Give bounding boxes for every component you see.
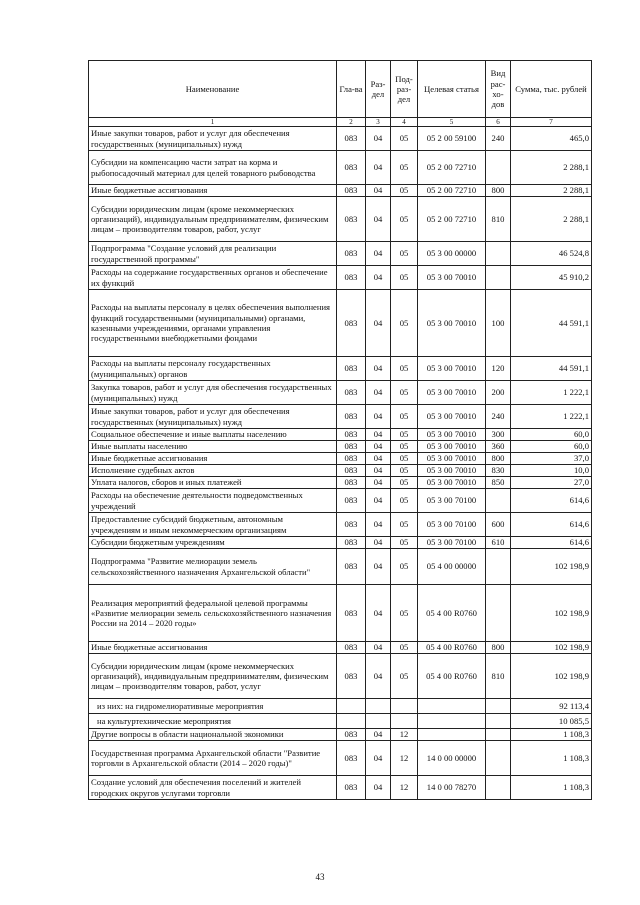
row-name: Иные выплаты населению — [89, 441, 337, 453]
row-subsection: 05 — [391, 381, 418, 405]
row-chapter: 083 — [337, 654, 366, 699]
row-section: 04 — [366, 729, 391, 741]
row-name: Субсидии на компенсацию части затрат на корма и рыбопосадочный материал для целей товарного рыбоводства — [89, 151, 337, 185]
row-expense-type: 200 — [486, 381, 511, 405]
row-amount: 2 288,1 — [511, 185, 592, 197]
row-amount: 27,0 — [511, 477, 592, 489]
row-name: Создание условий для обеспечения поселений и жителей городских округов услугами торговли — [89, 776, 337, 800]
row-chapter: 083 — [337, 127, 366, 151]
row-section: 04 — [366, 489, 391, 513]
row-section: 04 — [366, 537, 391, 549]
row-chapter: 083 — [337, 441, 366, 453]
row-subsection: 05 — [391, 441, 418, 453]
budget-table — [88, 60, 592, 800]
table-row — [89, 776, 592, 800]
row-chapter: 083 — [337, 357, 366, 381]
row-name: Субсидии юридическим лицам (кроме некоммерческих организаций), индивидуальным предпринимателям, физическим лицам – производителям товаров, работ, услуг — [89, 197, 337, 242]
row-subsection: 05 — [391, 405, 418, 429]
row-subsection: 05 — [391, 585, 418, 642]
header-amount: Сумма, тыс. рублей — [511, 61, 592, 118]
table-row — [89, 429, 592, 441]
row-section: 04 — [366, 441, 391, 453]
row-name: Расходы на выплаты персоналу в целях обеспечения выполнения функций государственными (муниципальными) органами, казенными учреждениями, органами управления государственными внебюджетными фондами — [89, 290, 337, 357]
row-subsection: 05 — [391, 290, 418, 357]
row-name: Исполнение судебных актов — [89, 465, 337, 477]
row-amount: 2 288,1 — [511, 151, 592, 185]
row-name: Реализация мероприятий федеральной целевой программы «Развитие мелиорации земель сельскохозяйственного назначения России на 2014 – 2020 годы» — [89, 585, 337, 642]
column-number: 1 — [89, 118, 337, 127]
row-subsection: 05 — [391, 477, 418, 489]
table-row — [89, 405, 592, 429]
row-section: 04 — [366, 405, 391, 429]
row-amount: 37,0 — [511, 453, 592, 465]
row-amount: 1 222,1 — [511, 381, 592, 405]
table-header-row — [89, 61, 592, 118]
row-amount: 46 524,8 — [511, 242, 592, 266]
row-amount: 44 591,1 — [511, 290, 592, 357]
column-number: 6 — [486, 118, 511, 127]
row-subsection: 05 — [391, 537, 418, 549]
row-chapter: 083 — [337, 729, 366, 741]
row-amount: 2 288,1 — [511, 197, 592, 242]
row-section: 04 — [366, 266, 391, 290]
row-target-item: 05 2 00 72710 — [418, 151, 486, 185]
column-number: 3 — [366, 118, 391, 127]
row-section: 04 — [366, 513, 391, 537]
row-chapter: 083 — [337, 513, 366, 537]
row-target-item: 05 3 00 70010 — [418, 381, 486, 405]
row-chapter: 083 — [337, 381, 366, 405]
row-name: Субсидии бюджетным учреждениям — [89, 537, 337, 549]
table-row — [89, 477, 592, 489]
row-chapter: 083 — [337, 429, 366, 441]
row-chapter — [337, 714, 366, 729]
table-row — [89, 242, 592, 266]
row-target-item: 05 3 00 70100 — [418, 513, 486, 537]
row-chapter: 083 — [337, 642, 366, 654]
row-target-item: 05 3 00 70010 — [418, 429, 486, 441]
row-subsection: 05 — [391, 242, 418, 266]
row-expense-type: 850 — [486, 477, 511, 489]
row-expense-type: 240 — [486, 127, 511, 151]
budget-table-container — [88, 60, 591, 800]
row-name: Иные бюджетные ассигнования — [89, 185, 337, 197]
row-name: Расходы на обеспечение деятельности подведомственных учреждений — [89, 489, 337, 513]
row-name: Уплата налогов, сборов и иных платежей — [89, 477, 337, 489]
column-number: 7 — [511, 118, 592, 127]
row-chapter: 083 — [337, 549, 366, 585]
row-target-item: 05 4 00 R0760 — [418, 654, 486, 699]
table-row — [89, 185, 592, 197]
row-amount: 102 198,9 — [511, 642, 592, 654]
column-number-row — [89, 118, 592, 127]
row-section: 04 — [366, 477, 391, 489]
header-chapter: Гла-ва — [337, 61, 366, 118]
row-target-item: 05 4 00 00000 — [418, 549, 486, 585]
row-name: Расходы на содержание государственных органов и обеспечение их функций — [89, 266, 337, 290]
row-expense-type — [486, 549, 511, 585]
row-amount: 45 910,2 — [511, 266, 592, 290]
row-amount: 465,0 — [511, 127, 592, 151]
header-section: Раз-дел — [366, 61, 391, 118]
row-name: Иные закупки товаров, работ и услуг для обеспечения государственных (муниципальных) нужд — [89, 127, 337, 151]
row-expense-type — [486, 776, 511, 800]
column-number: 4 — [391, 118, 418, 127]
row-target-item: 05 3 00 70010 — [418, 290, 486, 357]
row-chapter: 083 — [337, 776, 366, 800]
column-number: 2 — [337, 118, 366, 127]
row-subsection: 05 — [391, 266, 418, 290]
row-subsection: 05 — [391, 357, 418, 381]
header-expense-type: Вид рас-хо-дов — [486, 61, 511, 118]
row-name: Закупка товаров, работ и услуг для обеспечения государственных (муниципальных) нужд — [89, 381, 337, 405]
row-expense-type — [486, 714, 511, 729]
row-expense-type: 610 — [486, 537, 511, 549]
row-expense-type — [486, 729, 511, 741]
row-expense-type — [486, 699, 511, 714]
row-target-item: 05 3 00 70010 — [418, 357, 486, 381]
row-expense-type: 810 — [486, 197, 511, 242]
row-expense-type — [486, 151, 511, 185]
table-row — [89, 729, 592, 741]
row-target-item: 05 3 00 00000 — [418, 242, 486, 266]
row-section: 04 — [366, 151, 391, 185]
row-section: 04 — [366, 197, 391, 242]
row-subsection: 12 — [391, 776, 418, 800]
row-chapter: 083 — [337, 537, 366, 549]
row-chapter: 083 — [337, 266, 366, 290]
row-target-item: 05 3 00 70100 — [418, 489, 486, 513]
row-section: 04 — [366, 776, 391, 800]
row-subsection: 12 — [391, 729, 418, 741]
row-chapter: 083 — [337, 242, 366, 266]
row-expense-type: 810 — [486, 654, 511, 699]
row-name: Подпрограмма "Развитие мелиорации земель сельскохозяйственного назначения Архангельской области" — [89, 549, 337, 585]
row-name: Социальное обеспечение и иные выплаты населению — [89, 429, 337, 441]
row-amount: 614,6 — [511, 489, 592, 513]
row-subsection: 05 — [391, 549, 418, 585]
row-name: Расходы на выплаты персоналу государственных (муниципальных) органов — [89, 357, 337, 381]
row-amount: 614,6 — [511, 537, 592, 549]
row-target-item: 05 3 00 70010 — [418, 477, 486, 489]
row-amount: 92 113,4 — [511, 699, 592, 714]
row-target-item — [418, 714, 486, 729]
row-target-item: 05 4 00 R0760 — [418, 642, 486, 654]
row-subsection: 05 — [391, 465, 418, 477]
table-row — [89, 453, 592, 465]
row-subsection: 05 — [391, 513, 418, 537]
row-subsection — [391, 714, 418, 729]
table-row — [89, 549, 592, 585]
table-row — [89, 357, 592, 381]
row-name: Субсидии юридическим лицам (кроме некоммерческих организаций), индивидуальным предпринимателям, физическим лицам – производителям товаров, работ, услуг — [89, 654, 337, 699]
row-section: 04 — [366, 741, 391, 776]
row-chapter — [337, 699, 366, 714]
row-chapter: 083 — [337, 290, 366, 357]
row-target-item: 05 3 00 70010 — [418, 266, 486, 290]
row-target-item: 05 3 00 70010 — [418, 441, 486, 453]
row-amount: 614,6 — [511, 513, 592, 537]
table-row — [89, 197, 592, 242]
table-row — [89, 465, 592, 477]
table-row — [89, 290, 592, 357]
row-subsection: 05 — [391, 151, 418, 185]
row-expense-type: 360 — [486, 441, 511, 453]
row-expense-type — [486, 489, 511, 513]
row-amount: 1 108,3 — [511, 741, 592, 776]
row-amount: 10 085,5 — [511, 714, 592, 729]
row-chapter: 083 — [337, 477, 366, 489]
row-target-item: 05 2 00 72710 — [418, 185, 486, 197]
row-name: Подпрограмма "Создание условий для реализации государственной программы" — [89, 242, 337, 266]
row-name: Другие вопросы в области национальной экономики — [89, 729, 337, 741]
row-chapter: 083 — [337, 585, 366, 642]
row-chapter: 083 — [337, 151, 366, 185]
row-target-item: 05 3 00 70010 — [418, 465, 486, 477]
table-row — [89, 741, 592, 776]
row-expense-type — [486, 266, 511, 290]
row-expense-type — [486, 242, 511, 266]
row-name: из них: на гидромелиоративные мероприятия — [89, 699, 337, 714]
row-chapter: 083 — [337, 405, 366, 429]
row-section: 04 — [366, 381, 391, 405]
row-subsection: 05 — [391, 654, 418, 699]
row-expense-type: 800 — [486, 642, 511, 654]
row-section: 04 — [366, 465, 391, 477]
table-row — [89, 441, 592, 453]
table-row — [89, 381, 592, 405]
row-name: Иные закупки товаров, работ и услуг для обеспечения государственных (муниципальных) нужд — [89, 405, 337, 429]
row-amount: 1 222,1 — [511, 405, 592, 429]
row-section: 04 — [366, 654, 391, 699]
row-name: Государственная программа Архангельской области "Развитие торговли в Архангельской области (2014 – 2020 годы)" — [89, 741, 337, 776]
row-target-item: 05 3 00 70010 — [418, 405, 486, 429]
table-row — [89, 537, 592, 549]
row-name: Иные бюджетные ассигнования — [89, 642, 337, 654]
row-section: 04 — [366, 453, 391, 465]
row-section: 04 — [366, 585, 391, 642]
row-expense-type: 800 — [486, 453, 511, 465]
row-chapter: 083 — [337, 197, 366, 242]
header-subsection: Под-раз-дел — [391, 61, 418, 118]
row-target-item: 05 2 00 59100 — [418, 127, 486, 151]
row-target-item: 14 0 00 78270 — [418, 776, 486, 800]
row-name: Предоставление субсидий бюджетным, автономным учреждениям и иным некоммерческим организациям — [89, 513, 337, 537]
row-subsection: 05 — [391, 197, 418, 242]
table-row — [89, 127, 592, 151]
table-body — [89, 127, 592, 800]
row-section: 04 — [366, 429, 391, 441]
row-section: 04 — [366, 642, 391, 654]
row-subsection: 05 — [391, 127, 418, 151]
row-section: 04 — [366, 127, 391, 151]
row-target-item — [418, 699, 486, 714]
row-target-item: 14 0 00 00000 — [418, 741, 486, 776]
header-name: Наименование — [89, 61, 337, 118]
table-row — [89, 489, 592, 513]
row-expense-type: 800 — [486, 185, 511, 197]
row-subsection: 05 — [391, 642, 418, 654]
row-chapter: 083 — [337, 489, 366, 513]
row-target-item: 05 4 00 R0760 — [418, 585, 486, 642]
row-amount: 60,0 — [511, 441, 592, 453]
row-subsection: 05 — [391, 185, 418, 197]
row-amount: 44 591,1 — [511, 357, 592, 381]
row-amount: 102 198,9 — [511, 654, 592, 699]
row-subsection: 12 — [391, 741, 418, 776]
row-amount: 1 108,3 — [511, 729, 592, 741]
table-row — [89, 151, 592, 185]
table-row — [89, 642, 592, 654]
row-amount: 1 108,3 — [511, 776, 592, 800]
row-expense-type — [486, 741, 511, 776]
row-subsection: 05 — [391, 489, 418, 513]
row-target-item — [418, 729, 486, 741]
row-expense-type: 600 — [486, 513, 511, 537]
row-target-item: 05 3 00 70100 — [418, 537, 486, 549]
row-chapter: 083 — [337, 741, 366, 776]
row-subsection: 05 — [391, 453, 418, 465]
table-row — [89, 699, 592, 714]
table-row — [89, 714, 592, 729]
row-expense-type: 300 — [486, 429, 511, 441]
row-expense-type — [486, 585, 511, 642]
row-expense-type: 240 — [486, 405, 511, 429]
row-subsection: 05 — [391, 429, 418, 441]
table-row — [89, 654, 592, 699]
row-amount: 102 198,9 — [511, 585, 592, 642]
row-section: 04 — [366, 185, 391, 197]
row-amount: 10,0 — [511, 465, 592, 477]
row-chapter: 083 — [337, 453, 366, 465]
row-section — [366, 714, 391, 729]
row-amount: 60,0 — [511, 429, 592, 441]
row-expense-type: 120 — [486, 357, 511, 381]
row-section: 04 — [366, 290, 391, 357]
header-target-item: Целевая статья — [418, 61, 486, 118]
column-number: 5 — [418, 118, 486, 127]
row-section — [366, 699, 391, 714]
page-number: 43 — [315, 872, 325, 882]
table-row — [89, 513, 592, 537]
row-section: 04 — [366, 357, 391, 381]
row-section: 04 — [366, 549, 391, 585]
row-name: на культуртехнические мероприятия — [89, 714, 337, 729]
row-target-item: 05 3 00 70010 — [418, 453, 486, 465]
row-chapter: 083 — [337, 185, 366, 197]
row-target-item: 05 2 00 72710 — [418, 197, 486, 242]
row-subsection — [391, 699, 418, 714]
row-expense-type: 100 — [486, 290, 511, 357]
row-section: 04 — [366, 242, 391, 266]
row-name: Иные бюджетные ассигнования — [89, 453, 337, 465]
table-row — [89, 266, 592, 290]
table-row — [89, 585, 592, 642]
row-amount: 102 198,9 — [511, 549, 592, 585]
row-chapter: 083 — [337, 465, 366, 477]
row-expense-type: 830 — [486, 465, 511, 477]
